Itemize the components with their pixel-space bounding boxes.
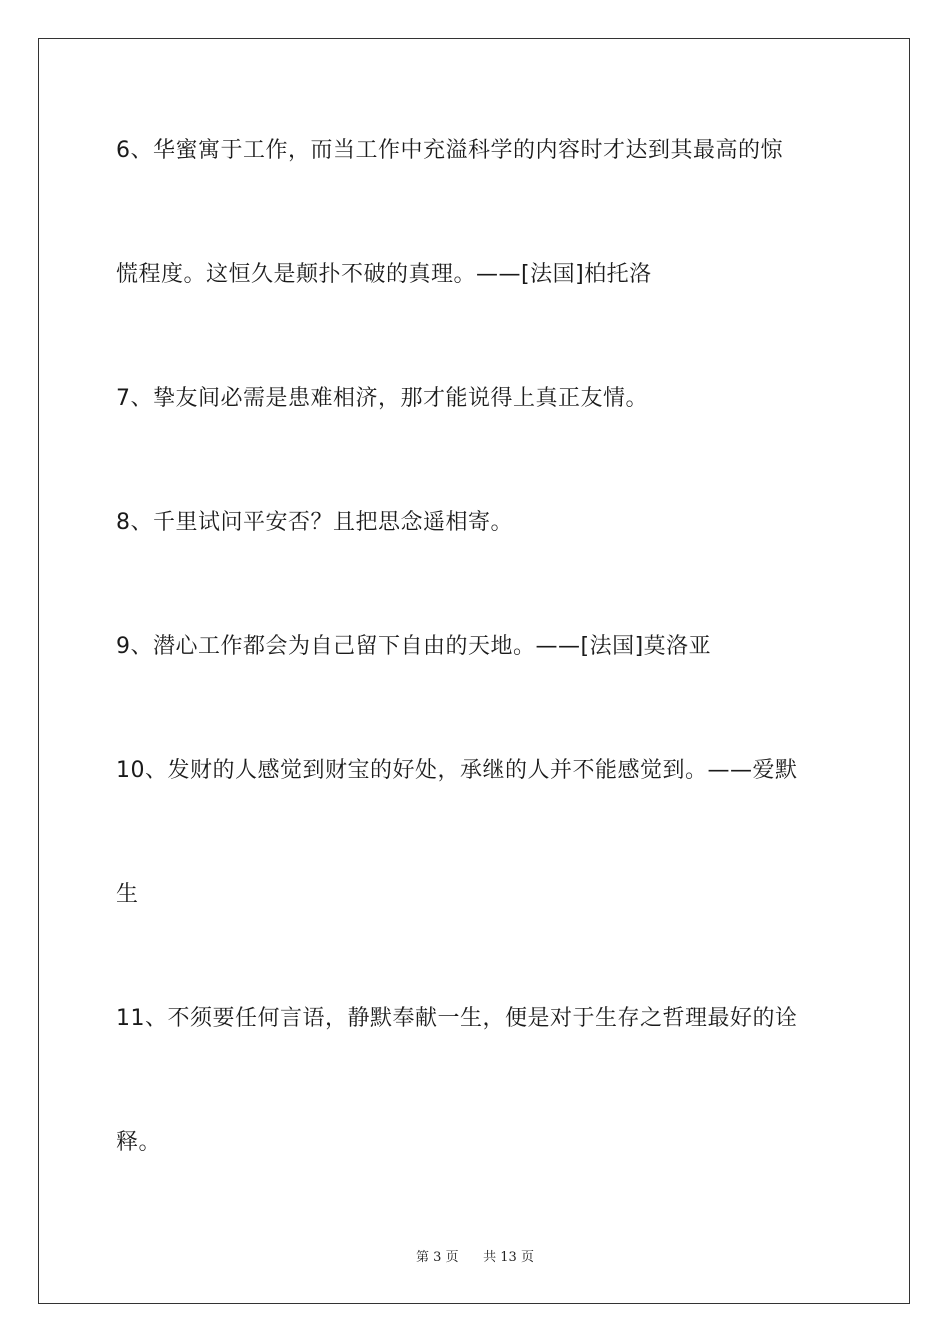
text-line-5: 9、潜心工作都会为自己留下自由的天地。——[法国]莫洛亚 xyxy=(116,634,712,659)
text-line-8: 11、不须要任何言语，静默奉献一生，便是对于生存之哲理最好的诠 xyxy=(116,1006,798,1031)
text-line-4: 8、千里试问平安否？且把思念遥相寄。 xyxy=(116,510,513,535)
text-line-3: 7、挚友间必需是患难相济，那才能说得上真正友情。 xyxy=(116,386,648,411)
text-line-7: 生 xyxy=(116,882,139,907)
text-line-1: 6、华蜜寓于工作，而当工作中充溢科学的内容时才达到其最高的惊 xyxy=(116,138,783,163)
page-total: 共 13 页 xyxy=(483,1250,534,1265)
text-line-9: 释。 xyxy=(116,1130,162,1155)
page-number: 第 3 页 xyxy=(416,1250,459,1265)
text-line-6: 10、发财的人感觉到财宝的好处，承继的人并不能感觉到。——爱默 xyxy=(116,758,798,783)
text-line-2: 慌程度。这恒久是颠扑不破的真理。——[法国]柏托洛 xyxy=(116,262,652,287)
page-border xyxy=(38,38,910,1304)
page-footer xyxy=(0,1246,950,1265)
